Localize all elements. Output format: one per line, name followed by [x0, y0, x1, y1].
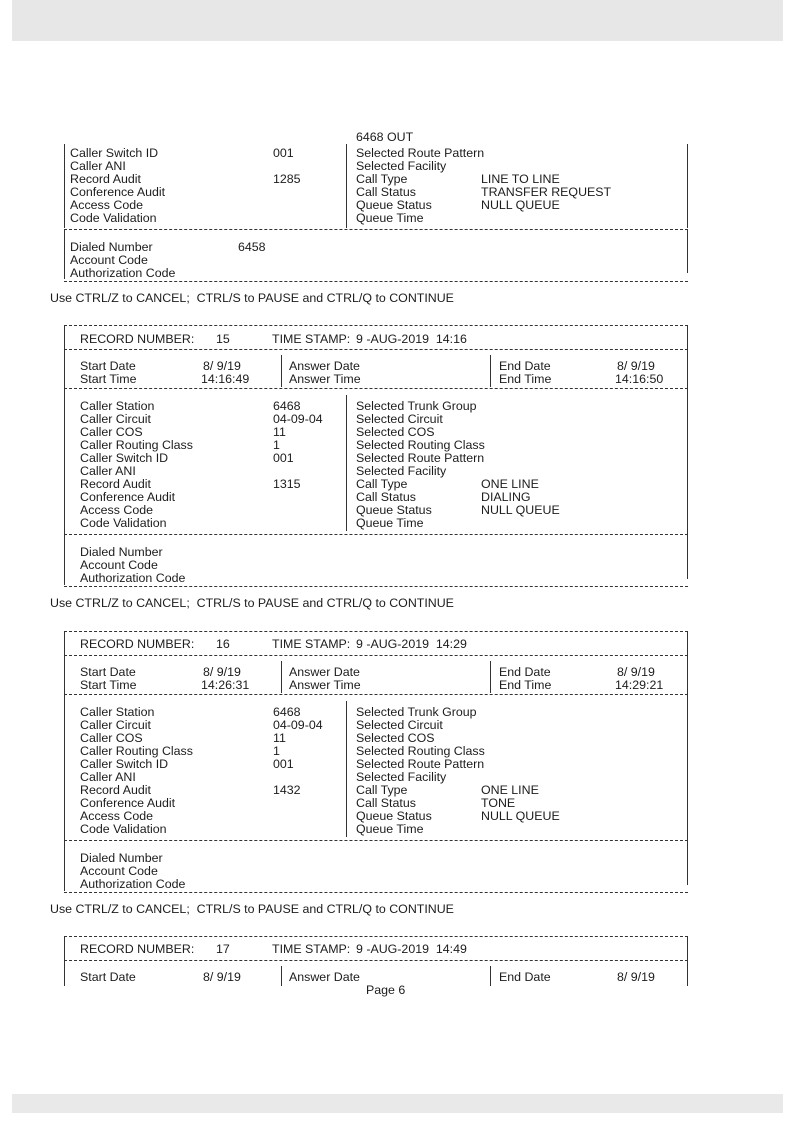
field-label: Queue Time: [356, 211, 424, 225]
field-label: Queue Time: [356, 516, 424, 530]
answer-time-label: Answer Time: [289, 372, 361, 386]
column-divider: [281, 661, 282, 693]
field-value: ONE LINE: [481, 783, 539, 797]
account-code-label: Account Code: [80, 558, 158, 572]
field-label: Selected Trunk Group: [356, 705, 477, 719]
section-divider: [64, 892, 688, 893]
field-label: Call Type: [356, 477, 408, 491]
start-date-label: Start Date: [80, 359, 136, 373]
right-border: [687, 144, 688, 228]
start-date-label: Start Date: [80, 665, 136, 679]
field-label: Call Status: [356, 796, 416, 810]
time-stamp: 9 -AUG-2019 14:16: [356, 332, 467, 346]
field-label: Access Code: [70, 198, 144, 212]
field-value: 04-09-04: [273, 412, 323, 426]
account-code-label: Account Code: [70, 253, 148, 267]
answer-time-label: Answer Time: [289, 678, 361, 692]
end-time-label: End Time: [499, 372, 552, 386]
field-label: Selected Routing Class: [356, 744, 485, 758]
end-date: 8/ 9/19: [617, 665, 655, 679]
section-divider: [64, 281, 688, 282]
record-number-label: RECORD NUMBER:: [80, 332, 195, 346]
field-label: Caller Switch ID: [80, 451, 169, 465]
field-label: Selected Routing Class: [356, 438, 485, 452]
field-value: ONE LINE: [481, 477, 539, 491]
field-value: 1285: [273, 172, 301, 186]
section-divider: [64, 655, 688, 656]
right-border: [687, 631, 688, 885]
field-label: Caller COS: [80, 731, 143, 745]
column-divider: [490, 355, 491, 387]
record-number: 16: [216, 637, 230, 651]
record-top-border: [64, 936, 688, 937]
field-label: Caller COS: [80, 425, 143, 439]
record-number-label: RECORD NUMBER:: [80, 637, 195, 651]
dialed-number-label: Dialed Number: [70, 240, 153, 254]
field-label: Caller Station: [80, 399, 155, 413]
record-number-label: RECORD NUMBER:: [80, 942, 195, 956]
field-value: TONE: [481, 796, 516, 810]
start-time: 14:16:49: [201, 372, 250, 386]
cancel-instructions: Use CTRL/Z to CANCEL; CTRL/S to PAUSE and CTRL/Q to CONTINUE: [50, 596, 454, 610]
column-divider: [281, 966, 282, 986]
cancel-instructions: Use CTRL/Z to CANCEL; CTRL/S to PAUSE and CTRL/Q to CONTINUE: [50, 291, 454, 305]
right-border: [687, 229, 688, 273]
field-label: Access Code: [80, 503, 154, 517]
start-date-label: Start Date: [80, 970, 136, 984]
field-label: Selected Route Pattern: [356, 757, 485, 771]
field-value: 1: [273, 438, 280, 452]
field-label: Queue Status: [356, 198, 432, 212]
field-label: Caller ANI: [80, 770, 136, 784]
column-divider: [490, 966, 491, 986]
field-label: Caller Circuit: [80, 412, 151, 426]
end-date-label: End Date: [499, 970, 551, 984]
field-label: Call Status: [356, 185, 416, 199]
dialed-number-value: 6458: [238, 240, 266, 254]
field-value: 04-09-04: [273, 718, 323, 732]
field-label: Caller Circuit: [80, 718, 151, 732]
center-divider: [346, 701, 347, 837]
section-divider: [64, 229, 688, 230]
start-time-label: Start Time: [80, 372, 137, 386]
field-value: 6468: [273, 705, 301, 719]
field-value: 6468: [273, 399, 301, 413]
left-border: [64, 229, 65, 279]
field-label: Caller Station: [80, 705, 155, 719]
end-date: 8/ 9/19: [617, 970, 655, 984]
field-value: NULL QUEUE: [481, 809, 560, 823]
field-value: NULL QUEUE: [481, 198, 560, 212]
section-divider: [64, 349, 688, 350]
field-label: Record Audit: [80, 477, 151, 491]
field-value: 001: [273, 146, 294, 160]
end-time: 14:29:21: [615, 678, 664, 692]
field-value: 11: [273, 425, 286, 439]
dialed-number-label: Dialed Number: [80, 851, 163, 865]
field-label: Conference Audit: [70, 185, 166, 199]
field-label: Selected Route Pattern: [356, 146, 485, 160]
field-value: 001: [273, 757, 294, 771]
end-time: 14:16:50: [615, 372, 664, 386]
field-label: Selected Facility: [356, 464, 447, 478]
field-label: Code Validation: [80, 516, 167, 530]
field-label: Record Audit: [80, 783, 151, 797]
time-stamp-label: TIME STAMP:: [272, 637, 351, 651]
field-label: Caller Routing Class: [80, 744, 193, 758]
field-label: Queue Time: [356, 822, 424, 836]
answer-date-label: Answer Date: [289, 359, 360, 373]
time-stamp: 9 -AUG-2019 14:29: [356, 637, 467, 651]
end-time-label: End Time: [499, 678, 552, 692]
time-stamp-label: TIME STAMP:: [272, 942, 351, 956]
start-date: 8/ 9/19: [203, 359, 241, 373]
section-divider: [64, 960, 688, 961]
field-value: NULL QUEUE: [481, 503, 560, 517]
section-divider: [64, 840, 688, 841]
end-date-label: End Date: [499, 665, 551, 679]
time-stamp: 9 -AUG-2019 14:49: [356, 942, 467, 956]
account-code-label: Account Code: [80, 864, 158, 878]
field-label: Call Status: [356, 490, 416, 504]
authorization-code-label: Authorization Code: [80, 877, 186, 891]
column-divider: [490, 661, 491, 693]
center-divider: [346, 395, 347, 531]
field-label: Code Validation: [70, 211, 157, 225]
left-border: [64, 144, 65, 228]
start-time: 14:26:31: [201, 678, 250, 692]
section-divider: [64, 694, 688, 695]
column-divider: [281, 355, 282, 387]
field-label: Code Validation: [80, 822, 167, 836]
field-label: Selected Trunk Group: [356, 399, 477, 413]
left-border: [64, 936, 65, 986]
field-label: Caller Routing Class: [80, 438, 193, 452]
field-label: Caller ANI: [80, 464, 136, 478]
dialed-number-label: Dialed Number: [80, 545, 163, 559]
field-value: 1: [273, 744, 280, 758]
field-value: DIALING: [481, 490, 531, 504]
field-label: Selected Facility: [356, 770, 447, 784]
field-value: TRANSFER REQUEST: [481, 185, 612, 199]
start-date: 8/ 9/19: [203, 970, 241, 984]
end-date-label: End Date: [499, 359, 551, 373]
field-label: Record Audit: [70, 172, 141, 186]
page-number: Page 6: [366, 983, 406, 997]
field-label: Caller ANI: [70, 159, 126, 173]
field-value: 11: [273, 731, 286, 745]
record-top-border: [64, 631, 688, 632]
field-label: Access Code: [80, 809, 154, 823]
field-value: 001: [273, 451, 294, 465]
field-label: Caller Switch ID: [80, 757, 169, 771]
field-label: Call Type: [356, 172, 408, 186]
fragment-header-line: 6468 OUT: [356, 130, 414, 144]
left-border: [64, 631, 65, 891]
section-divider: [64, 388, 688, 389]
right-border: [687, 325, 688, 579]
field-label: Queue Status: [356, 809, 432, 823]
field-label: Conference Audit: [80, 796, 176, 810]
field-label: Caller Switch ID: [70, 146, 159, 160]
field-label: Call Type: [356, 783, 408, 797]
record-number: 17: [216, 942, 230, 956]
field-label: Queue Status: [356, 503, 432, 517]
field-label: Selected Route Pattern: [356, 451, 485, 465]
record-number: 15: [216, 332, 230, 346]
field-label: Selected COS: [356, 731, 435, 745]
time-stamp-label: TIME STAMP:: [272, 332, 351, 346]
center-divider: [346, 144, 347, 228]
record-top-border: [64, 325, 688, 326]
start-time-label: Start Time: [80, 678, 137, 692]
cancel-instructions: Use CTRL/Z to CANCEL; CTRL/S to PAUSE and CTRL/Q to CONTINUE: [50, 902, 454, 916]
field-value: LINE TO LINE: [481, 172, 560, 186]
field-value: 1315: [273, 477, 301, 491]
field-value: 1432: [273, 783, 301, 797]
authorization-code-label: Authorization Code: [70, 266, 176, 280]
answer-date-label: Answer Date: [289, 665, 360, 679]
end-date: 8/ 9/19: [617, 359, 655, 373]
field-label: Selected Facility: [356, 159, 447, 173]
field-label: Selected Circuit: [356, 718, 443, 732]
start-date: 8/ 9/19: [203, 665, 241, 679]
field-label: Selected COS: [356, 425, 435, 439]
left-border: [64, 325, 65, 585]
section-divider: [64, 586, 688, 587]
field-label: Conference Audit: [80, 490, 176, 504]
answer-date-label: Answer Date: [289, 970, 360, 984]
field-label: Selected Circuit: [356, 412, 443, 426]
right-border: [687, 936, 688, 986]
section-divider: [64, 534, 688, 535]
authorization-code-label: Authorization Code: [80, 571, 186, 585]
